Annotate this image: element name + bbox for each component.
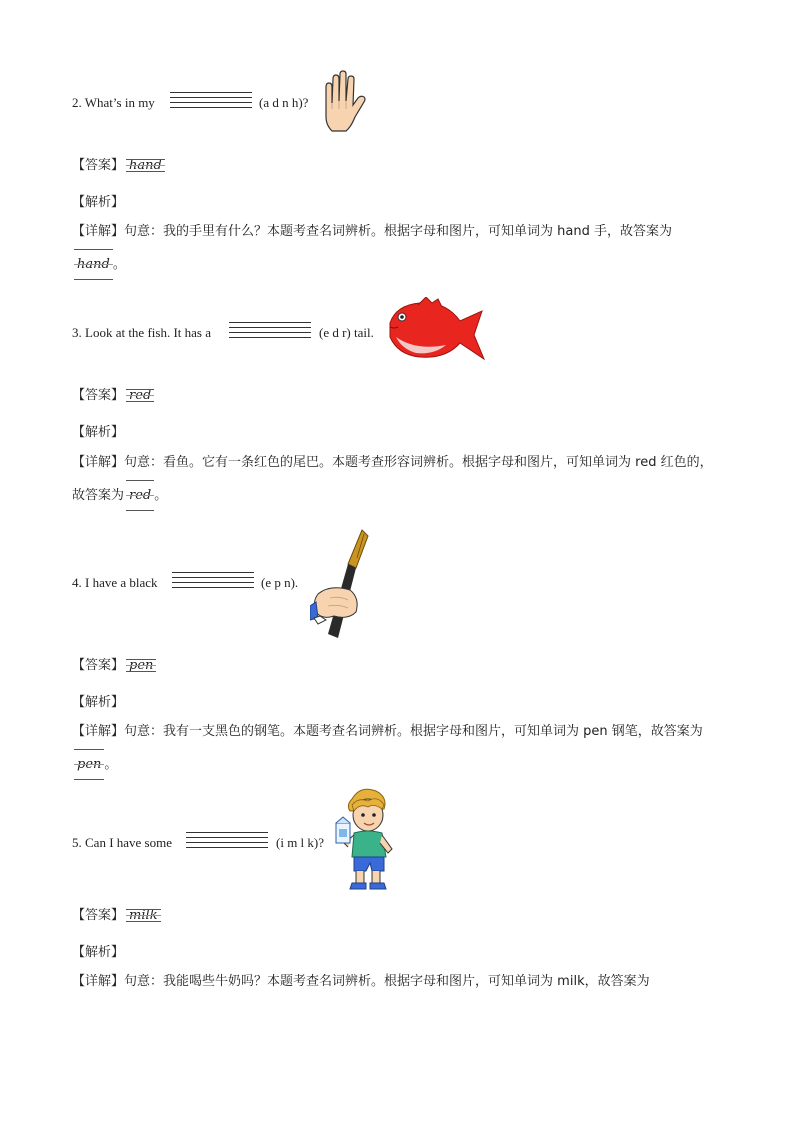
letter-hint: (a d n h)?	[259, 95, 309, 111]
answer-blank[interactable]	[186, 832, 268, 848]
question-3	[72, 324, 211, 341]
fountain-pen-icon	[310, 528, 374, 642]
letter-hint: (e d r) tail.	[319, 325, 374, 341]
answer-word: pen	[126, 658, 156, 673]
question-2	[72, 94, 155, 111]
answer-word: red	[126, 479, 154, 512]
analysis-label-2: 【解析】	[72, 195, 125, 210]
detail-paragraph-2: 【详解】句意：我的手里有什么？本题考查名词辨析。根据字母和图片，可知单词为 hand 手，故答案为 hand 。	[72, 215, 722, 281]
boy-with-milk-icon	[334, 787, 398, 893]
answer-label: 答案	[85, 658, 112, 673]
answer-label: 答案	[85, 388, 112, 403]
answer-blank[interactable]	[170, 92, 252, 108]
letter-hint: (i m l k)?	[276, 835, 325, 851]
detail-paragraph-5: 【详解】句意：我能喝些牛奶吗？本题考查名词辨析。根据字母和图片，可知单词为 milk，故答案为	[72, 974, 650, 989]
answer-label: 答案	[85, 908, 112, 923]
question-stem: 5. Can I have some	[72, 835, 173, 851]
letter-hint: (e p n).	[261, 575, 299, 591]
hand-icon	[318, 69, 368, 135]
question-5	[72, 834, 172, 851]
question-stem: 4. I have a black	[72, 575, 158, 591]
analysis-label-3: 【解析】	[72, 425, 125, 440]
analysis-label-4: 【解析】	[72, 695, 125, 710]
detail-paragraph-3: 【详解】句意：看鱼。它有一条红色的尾巴。本题考查形容词辨析。根据字母和图片，可知单词为 red 红色的，故答案为 red 。	[72, 446, 722, 512]
answer-blank[interactable]	[172, 572, 254, 588]
answer-word: hand	[74, 248, 113, 281]
answer-label: 答案	[85, 158, 112, 173]
answer-word: hand	[126, 158, 165, 173]
answer-blank[interactable]	[229, 322, 311, 338]
detail-paragraph-4: 【详解】句意：我有一支黑色的钢笔。本题考查名词辨析。根据字母和图片，可知单词为 pen 钢笔，故答案为pen 。	[72, 715, 722, 781]
red-fish-icon	[386, 297, 486, 363]
question-stem: 2. What’s in my	[72, 95, 155, 111]
analysis-label-5: 【解析】	[72, 945, 125, 960]
answer-word: red	[126, 388, 154, 403]
answer-word: pen	[74, 748, 104, 781]
answer-row-4: 【答案】 pen	[72, 654, 156, 673]
answer-word: milk	[126, 908, 161, 923]
answer-row-2: 【答案】 hand	[72, 154, 165, 173]
answer-row-5: 【答案】 milk	[72, 904, 161, 923]
answer-row-3: 【答案】 red	[72, 384, 154, 403]
question-stem: 3. Look at the fish. It has a	[72, 325, 211, 341]
question-4	[72, 574, 158, 591]
